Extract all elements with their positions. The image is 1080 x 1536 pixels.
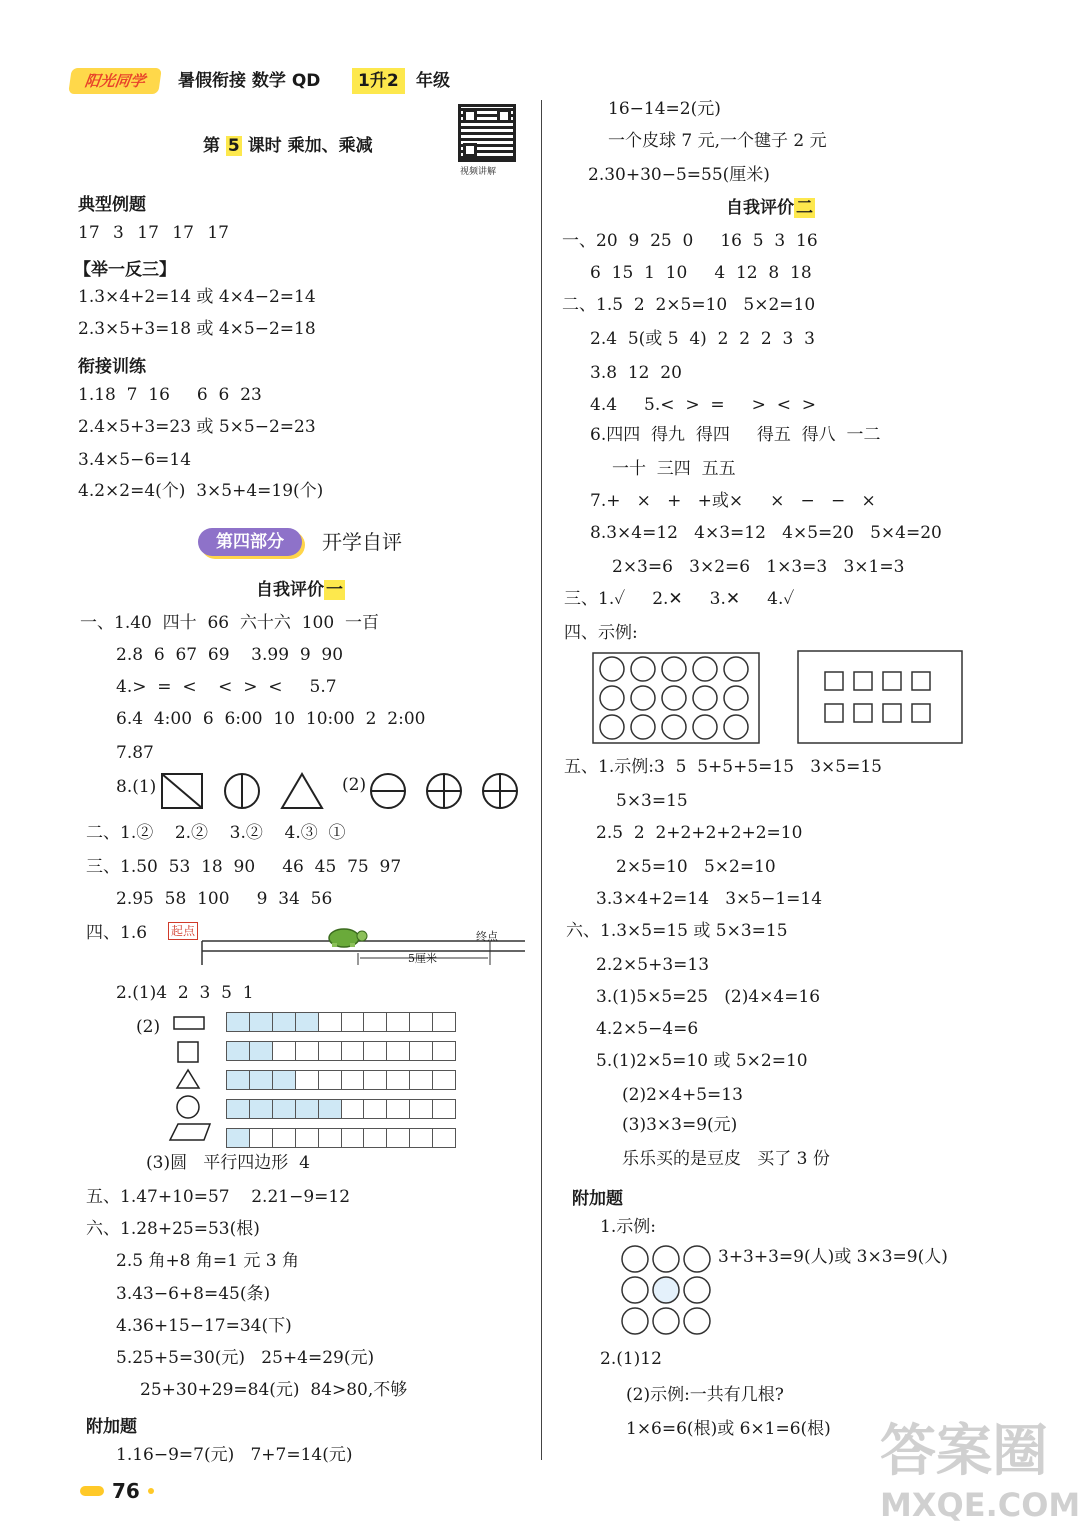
right-line-1: 16−14=2(元) (608, 99, 721, 119)
right-f1b: 5×3=15 (616, 791, 688, 811)
watermark-url: MXQE.COM (880, 1486, 1080, 1524)
eval1-line-3: 4.> = < < > < 5.7 (116, 677, 337, 697)
left-extra-1: 1.16−9=7(元) 7+7=14(元) (116, 1445, 353, 1465)
qr-caption: 视频讲解 (460, 167, 497, 177)
parallelogram-shape (170, 1124, 210, 1140)
practice-heading: 【举一反三】 (74, 260, 176, 280)
array-square (883, 672, 901, 690)
eval1-heading (256, 578, 345, 602)
right-x2b: (2)示例:一共有几根? (626, 1385, 784, 1405)
eval4-line-1: 四、1.6 (86, 923, 148, 943)
eval1-line-2: 2.8 6 67 69 3.99 9 90 (116, 645, 344, 665)
right-g4: 4.2×5−4=6 (596, 1019, 699, 1039)
array-square (912, 672, 930, 690)
eval4-line-3: (3)圆 平行四边形 4 (146, 1153, 310, 1173)
part-badge: 第四部分 (198, 528, 302, 556)
eval1-label: 自我评价 (256, 580, 324, 600)
eval5-line-1: 五、1.47+10=57 2.21−9=12 (86, 1187, 351, 1207)
page-number-dot (148, 1488, 154, 1494)
eval6-line-5: 5.25+5=30(元) 25+4=29(元) (116, 1348, 375, 1368)
array-circle (600, 715, 624, 739)
array-circle (631, 715, 655, 739)
right-x1b: 3+3+3=9(人)或 3×3=9(人) (718, 1247, 948, 1267)
length-label: 5厘米 (408, 952, 437, 965)
right-line-2: 一个皮球 7 元,一个毽子 2 元 (608, 131, 827, 151)
count-row (226, 1070, 456, 1090)
triangle-shape (282, 774, 322, 808)
array-square (854, 704, 872, 722)
eval1-line-6b: (2) (342, 775, 367, 795)
right-b7b: 2×3=6 3×2=6 1×3=3 3×1=3 (612, 557, 905, 577)
training-2: 2.4×5+3=23 或 5×5−2=23 (78, 417, 316, 437)
eval2-mark: 二 (796, 198, 813, 218)
right-f1: 五、1.示例:3 5 5+5+5=15 3×5=15 (564, 757, 882, 777)
group-circle (653, 1246, 679, 1272)
eval1-line-1: 一、1.40 四十 66 六十六 100 一百 (80, 613, 379, 633)
square-array-figure (797, 650, 965, 746)
page-number-bar (80, 1486, 104, 1496)
eval1-line-4: 6.4 4:00 6 6:00 10 10:00 2 2:00 (116, 709, 426, 729)
count-row (226, 1099, 456, 1119)
group-circle (622, 1277, 648, 1303)
right-b4: 4.4 5.< > = > < > (590, 395, 816, 415)
array-circle (631, 657, 655, 681)
right-c1: 三、1.✓ 2.✕ 3.✕ 4.✓ (564, 589, 795, 609)
count-row (226, 1128, 456, 1148)
eval1-mark: 一 (326, 580, 343, 600)
eval1-line-6a: 8.(1) (116, 777, 157, 797)
square-shape (178, 1042, 198, 1062)
array-square (883, 704, 901, 722)
right-g5b: (2)2×4+5=13 (622, 1085, 743, 1105)
right-g5c: (3)3×3=9(元) (622, 1115, 738, 1135)
array-circle (693, 686, 717, 710)
practice-2: 2.3×5+3=18 或 4×5−2=18 (78, 319, 316, 339)
eval4-line-2b: (2) (136, 1017, 161, 1037)
eval2-label: 自我评价 (726, 198, 794, 218)
eval6-line-5b: 25+30+29=84(元) 84>80,不够 (140, 1380, 408, 1400)
training-4: 4.2×2=4(个) 3×5+4=19(个) (78, 481, 324, 501)
example-answers: 17 3 17 17 17 (78, 223, 229, 243)
group-circle (684, 1277, 710, 1303)
right-x1: 1.示例: (600, 1217, 656, 1237)
eval2-heading (726, 196, 815, 220)
training-heading: 衔接训练 (78, 357, 146, 377)
eval3-line-2: 2.95 58 100 9 34 56 (116, 889, 333, 909)
part-title: 开学自评 (322, 530, 402, 554)
array-circle (600, 657, 624, 681)
count-row (226, 1012, 456, 1032)
array-circle (724, 657, 748, 681)
training-3: 3.4×5−6=14 (78, 450, 192, 470)
group-circle (653, 1277, 679, 1303)
turtle-icon (324, 924, 372, 948)
array-circle (631, 686, 655, 710)
lesson-prefix: 第 (203, 136, 220, 156)
array-circle (600, 686, 624, 710)
array-square (912, 704, 930, 722)
end-label: 终点 (476, 930, 498, 943)
rectangle-shape (174, 1017, 204, 1029)
right-x2c: 1×6=6(根)或 6×1=6(根) (626, 1419, 831, 1439)
right-f2: 2.5 2 2+2+2+2+2=10 (596, 823, 803, 843)
right-line-3: 2.30+30−5=55(厘米) (588, 165, 770, 185)
circle-small-shape (177, 1096, 199, 1118)
array-circle (693, 657, 717, 681)
logo: 阳光同学 (68, 68, 162, 94)
column-divider (541, 100, 542, 1460)
shape-legend (168, 1012, 218, 1144)
qr-code[interactable] (458, 104, 516, 162)
eval6-line-1: 六、1.28+25=53(根) (86, 1219, 260, 1239)
array-circle (724, 686, 748, 710)
right-b1: 二、1.5 2 2×5=10 5×2=10 (562, 295, 816, 315)
circle-groups-figure (620, 1244, 716, 1338)
header-title: 暑假衔接 数学 QD (178, 71, 321, 91)
right-d1: 四、示例: (564, 623, 638, 643)
array-square (825, 704, 843, 722)
triangle-small-shape (177, 1070, 199, 1088)
watermark-logo: 答案圈 (880, 1419, 1048, 1484)
example-heading: 典型例题 (78, 195, 146, 215)
group-circle (622, 1246, 648, 1272)
lesson-rest: 课时 乘加、乘减 (247, 136, 373, 156)
right-a2: 6 15 1 10 4 12 8 18 (590, 263, 812, 283)
right-b7: 8.3×4=12 4×3=12 4×5=20 5×4=20 (590, 523, 942, 543)
right-g3: 3.(1)5×5=25 (2)4×4=16 (596, 987, 821, 1007)
right-b3: 3.8 12 20 (590, 363, 682, 383)
eval6-line-3: 3.43−6+8=45(条) (116, 1284, 271, 1304)
eval2-section-1: 二、1.② 2.② 3.② 4.③ ① (86, 823, 346, 843)
practice-1: 1.3×4+2=14 或 4×4−2=14 (78, 287, 316, 307)
right-g1: 六、1.3×5=15 或 5×3=15 (566, 921, 788, 941)
array-circle (693, 715, 717, 739)
right-extra-heading: 附加题 (572, 1189, 623, 1209)
grade-badge: 1升2 (352, 68, 405, 94)
circle-array-figure (592, 652, 762, 746)
lesson-title (203, 134, 373, 158)
grade-suffix: 年级 (416, 71, 450, 91)
training-1: 1.18 7 16 6 6 23 (78, 385, 262, 405)
eval1-line-5: 7.87 (116, 743, 154, 763)
count-row (226, 1041, 456, 1061)
array-circle (662, 715, 686, 739)
right-g5d: 乐乐买的是豆皮 买了 3 份 (622, 1149, 830, 1169)
right-b5b: 一十 三四 五五 (612, 459, 736, 479)
group-circle (684, 1308, 710, 1334)
array-square (854, 672, 872, 690)
right-b2: 2.4 5(或 5 4) 2 2 2 3 3 (590, 329, 815, 349)
right-b6: 7.+ × + +或× × − − × (590, 491, 876, 511)
right-x2: 2.(1)12 (600, 1349, 662, 1369)
eval4-line-2: 2.(1)4 2 3 5 1 (116, 983, 254, 1003)
array-square (825, 672, 843, 690)
left-extra-heading: 附加题 (86, 1417, 137, 1437)
group-circle (653, 1308, 679, 1334)
right-b5: 6.四四 得九 得四 得五 得八 一二 (590, 425, 881, 445)
array-circle (724, 715, 748, 739)
group-circle (622, 1308, 648, 1334)
array-circle (662, 686, 686, 710)
lesson-number: 5 (227, 136, 240, 156)
right-f3: 3.3×4+2=14 3×5−1=14 (596, 889, 823, 909)
page-number: 76 (112, 1479, 140, 1503)
array-circle (662, 657, 686, 681)
right-g2: 2.2×5+3=13 (596, 955, 710, 975)
start-label: 起点 (168, 922, 198, 940)
right-g5: 5.(1)2×5=10 或 5×2=10 (596, 1051, 808, 1071)
right-f2b: 2×5=10 5×2=10 (616, 857, 776, 877)
group-circle (684, 1246, 710, 1272)
eval3-line-1: 三、1.50 53 18 90 46 45 75 97 (86, 857, 402, 877)
eval6-line-4: 4.36+15−17=34(下) (116, 1316, 292, 1336)
eval6-line-2: 2.5 角+8 角=1 元 3 角 (116, 1251, 299, 1271)
right-a1: 一、20 9 25 0 16 5 3 16 (562, 231, 818, 251)
